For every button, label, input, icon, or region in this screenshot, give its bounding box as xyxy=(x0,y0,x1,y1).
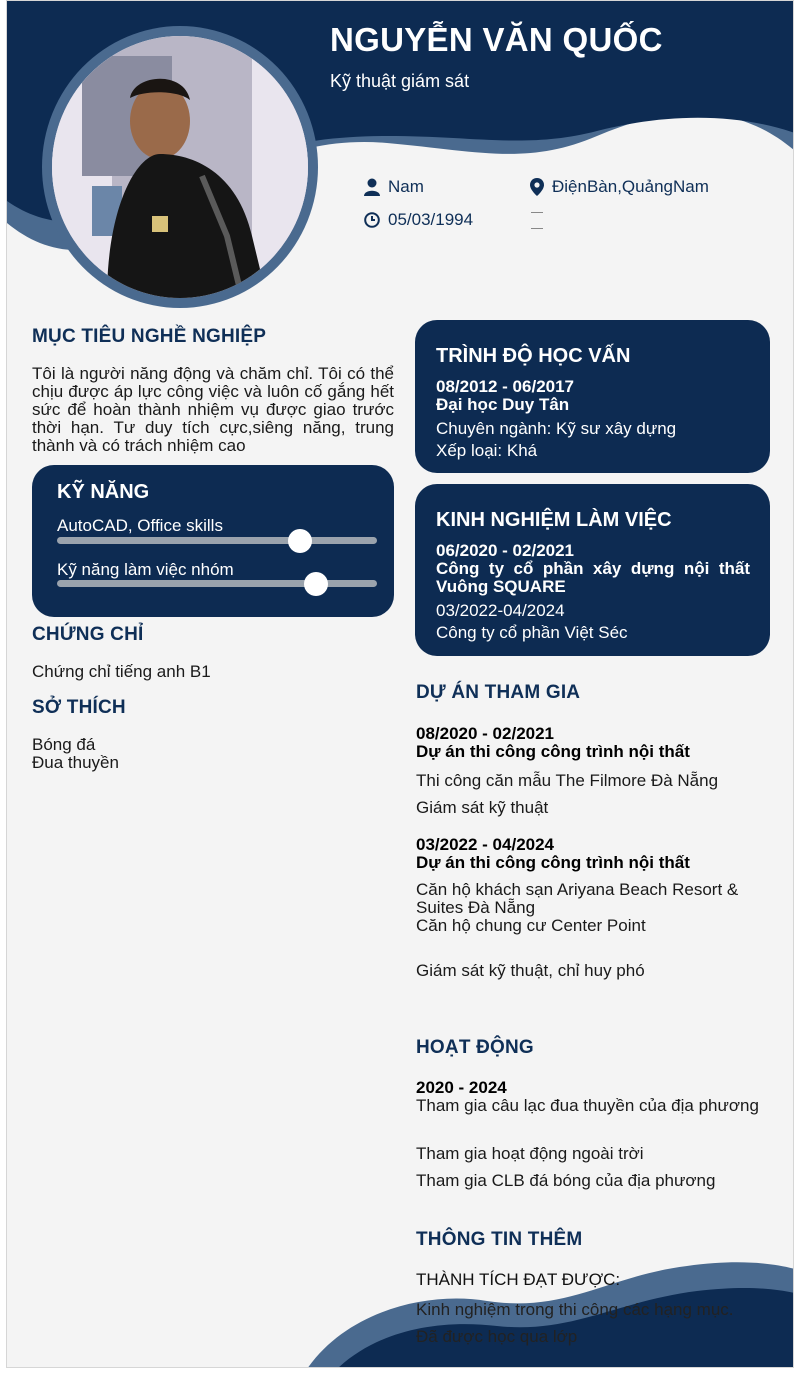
activity-item: Tham gia câu lạc đua thuyền của địa phương xyxy=(416,1096,759,1115)
activities-title: HOẠT ĐỘNG xyxy=(416,1037,534,1058)
experience-company: Công ty cổ phần xây dựng nội thất Vuông SQUARE xyxy=(436,559,750,596)
education-grade: Xếp loại: Khá xyxy=(436,441,538,460)
skill-label: Kỹ năng làm việc nhóm xyxy=(57,560,234,579)
project-name: Dự án thi công công trình nội thất xyxy=(416,853,690,872)
map-pin-icon xyxy=(530,178,544,196)
extra-info-title: THÔNG TIN THÊM xyxy=(416,1229,583,1250)
experience-card xyxy=(415,484,770,656)
experience-title: KINH NGHIỆM LÀM VIỆC xyxy=(436,509,672,531)
skill-level-knob xyxy=(304,572,328,596)
certificates-title: CHỨNG CHỈ xyxy=(32,624,144,645)
experience-company: Công ty cổ phần Việt Séc xyxy=(436,623,628,642)
profile-photo xyxy=(52,36,308,298)
skills-card xyxy=(32,465,394,617)
job-title: Kỹ thuật giám sát xyxy=(330,71,470,91)
project-role: Giám sát kỹ thuật, chỉ huy phó xyxy=(416,961,645,980)
address-value: ĐiệnBàn,QuảngNam xyxy=(552,177,709,196)
divider xyxy=(531,228,543,229)
project-detail: Thi công căn mẫu The Filmore Đà Nẵng xyxy=(416,771,719,790)
clock-icon xyxy=(364,212,380,228)
objective-text: Tôi là người năng động và chăm chỉ. Tôi có thể chịu được áp lực công việc và luôn cố gắng hết sức để hoàn thành nhiệm vụ được giao trước thời hạn. Tư duy tích cực,siêng năng, trung thành và có trách nhiệm cao xyxy=(32,364,394,455)
education-period: 08/2012 - 06/2017 xyxy=(436,377,575,396)
user-icon xyxy=(364,178,380,196)
projects-title: DỰ ÁN THAM GIA xyxy=(416,682,581,703)
address-row xyxy=(530,177,709,197)
skill-label: AutoCAD, Office skills xyxy=(57,516,223,535)
hobbies-title: SỞ THÍCH xyxy=(32,697,126,718)
skill-track xyxy=(57,537,377,544)
education-school: Đại học Duy Tân xyxy=(436,395,570,414)
activity-item: Tham gia hoạt động ngoài trời xyxy=(416,1144,644,1163)
project-role: Giám sát kỹ thuật xyxy=(416,798,549,817)
education-title: TRÌNH ĐỘ HỌC VẤN xyxy=(436,345,631,367)
full-name: NGUYỄN VĂN QUỐC xyxy=(330,21,663,58)
divider xyxy=(531,212,543,213)
objective-title: MỤC TIÊU NGHỀ NGHIỆP xyxy=(32,326,267,347)
certificate-item: Chứng chỉ tiếng anh B1 xyxy=(32,662,211,681)
project-detail: Căn hộ chung cư Center Point xyxy=(416,916,646,935)
education-card xyxy=(415,320,770,473)
skills-title: KỸ NĂNG xyxy=(57,481,150,503)
extra-line: Đã được học qua lớp xyxy=(416,1327,578,1346)
activity-item: Tham gia CLB đá bóng của địa phương xyxy=(416,1171,716,1190)
project-detail: Căn hộ khách sạn Ariyana Beach Resort & Suites Đà Nẵng xyxy=(416,880,739,917)
cv-paper xyxy=(6,0,794,1368)
experience-period: 06/2020 - 02/2021 xyxy=(436,541,575,560)
education-major: Chuyên ngành: Kỹ sư xây dựng xyxy=(436,419,677,438)
hobby-item: Đua thuyền xyxy=(32,753,119,772)
project-name: Dự án thi công công trình nội thất xyxy=(416,742,690,761)
extra-line: Kinh nghiệm trong thi công các hạng mục. xyxy=(416,1300,734,1319)
experience-period: 03/2022-04/2024 xyxy=(436,601,565,620)
project-period: 03/2022 - 04/2024 xyxy=(416,835,555,854)
hobby-item: Bóng đá xyxy=(32,735,96,754)
achievements-label: THÀNH TÍCH ĐẠT ĐƯỢC: xyxy=(416,1270,621,1289)
skill-track xyxy=(57,580,377,587)
gender-value: Nam xyxy=(388,177,424,196)
profile-photo-frame xyxy=(52,36,308,298)
birthdate-value: 05/03/1994 xyxy=(388,210,474,229)
project-period: 08/2020 - 02/2021 xyxy=(416,724,555,743)
gender-row xyxy=(364,177,424,197)
skill-level-knob xyxy=(288,529,312,553)
birthdate-row xyxy=(364,210,473,230)
activities-period: 2020 - 2024 xyxy=(416,1078,507,1097)
